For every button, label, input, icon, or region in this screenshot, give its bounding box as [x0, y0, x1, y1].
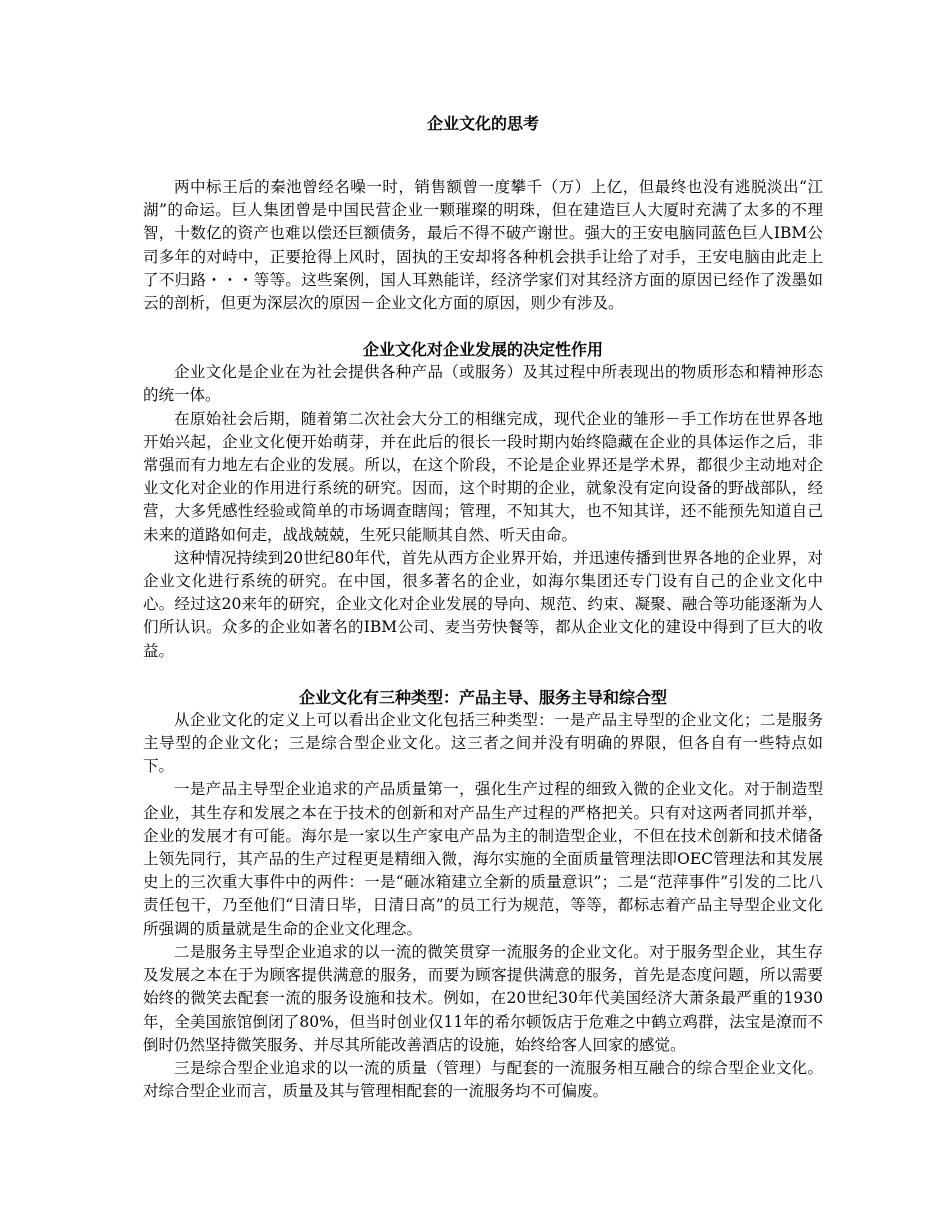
section-2-paragraph-3: 二是服务主导型企业追求的以一流的微笑贯穿一流服务的企业文化。对于服务型企业，其生存及发展之本在于为顾客提供满意的服务，而要为顾客提供满意的服务，首先是态度问题，所以需要始终的微笑去配套一流的服务设施和技术。例如，在20世纪30年代美国经济大萧条最严重的1930年，全美国旅馆倒闭了80%，但当时创业仅11年的希尔顿饭店于危难之中鹤立鸡群，法宝是潦而不倒时仍然坚持微笑服务、并尽其所能改善酒店的设施，始终给客人回家的感觉。 — [143, 942, 823, 1054]
section-gap — [143, 315, 823, 338]
document-title: 企业文化的思考 — [426, 114, 539, 133]
intro-paragraph: 两中标王后的秦池曾经名噪一时，销售额曾一度攀千（万）上亿，但最终也没有逃脱淡出“江湖”的命运。巨人集团曾是中国民营企业一颗璀璨的明珠，但在建造巨人大厦时充满了太多的不理智，十数亿的资产也难以偿还巨额债务，最后不得不破产谢世。强大的王安电脑同蓝色巨人IBM公司多年的对峙中，正要抢得上风时，固执的王安却将各种机会拱手让给了对手，王安电脑由此走上了不归路・・・等等。这些案例，国人耳熟能详，经济学家们对其经济方面的原因已经作了泼墨如云的剖析，但更为深层次的原因－企业文化方面的原因，则少有涉及。 — [143, 178, 823, 313]
section-gap — [143, 663, 823, 686]
section-1-paragraph-2: 在原始社会后期，随着第二次社会大分工的相继完成，现代企业的雏形－手工作坊在世界各地开始兴起，企业文化便开始萌芽，并在此后的很长一段时期内始终隐藏在企业的具体运作之后，非常强而有力地左右企业的发展。所以，在这个阶段，不论是企业界还是学术界，都很少主动地对企业文化对企业的作用进行系统的研究。因而，这个时期的企业，就象没有定向设备的野战部队，经营，大多凭感性经验或简单的市场调查瞎闯；管理，不知其大，也不知其详，还不能预先知道自己未来的道路如何走，战战兢兢，生死只能顺其自然、听天由命。 — [143, 409, 823, 544]
section-2-paragraph-2: 一是产品主导型企业追求的产品质量第一，强化生产过程的细致入微的企业文化。对于制造型企业，其生存和发展之本在于技术的创新和对产品生产过程的严格把关。只有对这两者同抓并举，企业的发展才有可能。海尔是一家以生产家电产品为主的制造型企业，不但在技术创新和技术储备上领先同行，其产品的生产过程更是精细入微，海尔实施的全面质量管理法即OEC管理法和其发展史上的三次重大事件中的两件：一是“砸冰箱建立全新的质量意识”；二是“范萍事件”引发的二比八责任包干，乃至他们“日清日毕，日清日高”的员工行为规范，等等，都标志着产品主导型企业文化所强调的质量就是生命的企业文化理念。 — [143, 780, 823, 938]
section-1-paragraph-1: 企业文化是企业在为社会提供各种产品（或服务）及其过程中所表现出的物质形态和精神形态的统一体。 — [143, 363, 823, 405]
section-2-paragraph-4: 三是综合型企业追求的以一流的质量（管理）与配套的一流服务相互融合的综合型企业文化。对综合型企业而言，质量及其与管理相配套的一流服务均不可偏废。 — [143, 1058, 823, 1101]
section-1-paragraph-3: 这种情况持续到20世纪80年代，首先从西方企业界开始，并迅速传播到世界各地的企业界，对企业文化进行系统的研究。在中国，很多著名的企业，如海尔集团还专门设有自己的企业文化中心。经过这20来年的研究，企业文化对企业发展的导向、规范、约束、凝聚、融合等功能逐渐为人们所认识。众多的企业如著名的IBM公司、麦当劳快餐等，都从企业文化的建设中得到了巨大的收益。 — [143, 548, 823, 660]
section-heading-three-types: 企业文化有三种类型：产品主导、服务主导和综合型 — [298, 687, 667, 707]
section-heading-decisive-role: 企业文化对企业发展的决定性作用 — [362, 340, 603, 360]
document-page — [143, 112, 823, 1103]
section-2-paragraph-1: 从企业文化的定义上可以看出企业文化包括三种类型：一是产品主导型的企业文化；二是服务主导型的企业文化；三是综合型企业文化。这三者之间并没有明确的界限，但各自有一些特点如下。 — [143, 710, 823, 776]
